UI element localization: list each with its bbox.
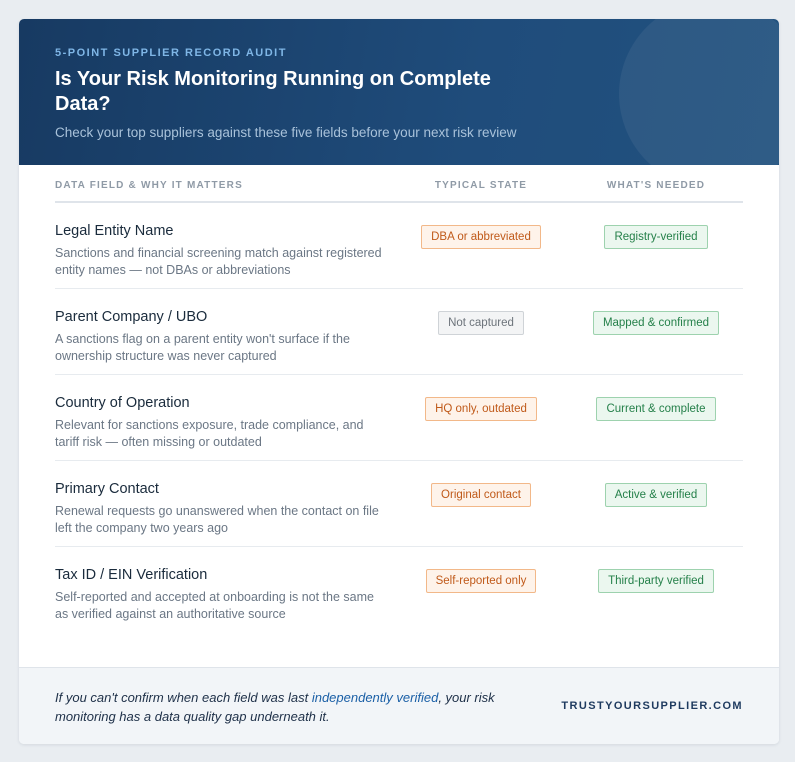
- table-row: [55, 547, 743, 633]
- field-description: Relevant for sanctions exposure, trade compliance, and tariff risk — often missing or outdated: [55, 418, 364, 449]
- typical-state-badge: Self-reported only: [426, 569, 537, 593]
- typical-state-badge: Not captured: [438, 311, 524, 335]
- table-row: [55, 289, 743, 375]
- header-banner: [19, 19, 779, 165]
- needed-state-badge: Registry-verified: [604, 225, 707, 249]
- column-header-needed: WHAT'S NEEDED: [606, 180, 706, 191]
- field-description: Sanctions and financial screening match against registered entity names — not DBAs or abbreviations: [55, 246, 382, 277]
- needed-state-badge: Current & complete: [596, 397, 715, 421]
- footer-note-lead: If you can't confirm when each field was last: [55, 690, 312, 705]
- footer-note-tail: , your risk monitoring has a data quality gap underneath it.: [55, 690, 495, 724]
- table-row: [55, 461, 743, 547]
- page-subtitle: Check your top suppliers against these five fields before your next risk review: [55, 125, 517, 140]
- table-row: [55, 203, 743, 289]
- typical-state-badge: Original contact: [431, 483, 531, 507]
- column-header-field: DATA FIELD & WHY IT MATTERS: [55, 180, 243, 191]
- needed-state-badge: Third-party verified: [598, 569, 714, 593]
- decorative-circle: [619, 19, 779, 165]
- typical-state-badge: DBA or abbreviated: [421, 225, 541, 249]
- needed-state-badge: Mapped & confirmed: [593, 311, 719, 335]
- field-name: Tax ID / EIN Verification: [55, 567, 208, 583]
- field-description: Self-reported and accepted at onboarding is not the same as verified against an authoritative source: [55, 590, 374, 621]
- footer-note-emphasis: independently verified: [311, 690, 439, 705]
- brand-url[interactable]: TRUSTYOURSUPPLIER.COM: [561, 700, 743, 712]
- page-title: Is Your Risk Monitoring Running on Complete Data?: [55, 68, 491, 115]
- audit-card: [19, 19, 779, 744]
- footer-note: [55, 688, 555, 726]
- typical-state-badge: HQ only, outdated: [425, 397, 537, 421]
- field-name: Primary Contact: [55, 481, 159, 497]
- footer-bar: [19, 667, 779, 744]
- field-description: A sanctions flag on a parent entity won't surface if the ownership structure was never captured: [55, 332, 350, 363]
- needed-state-badge: Active & verified: [605, 483, 707, 507]
- field-name: Legal Entity Name: [55, 223, 174, 239]
- eyebrow-label: 5-POINT SUPPLIER RECORD AUDIT: [55, 47, 287, 59]
- field-description: Renewal requests go unanswered when the contact on file left the company two years ago: [55, 504, 379, 535]
- column-header-typical: TYPICAL STATE: [434, 180, 528, 191]
- audit-table: [55, 203, 743, 633]
- table-row: [55, 375, 743, 461]
- field-name: Parent Company / UBO: [55, 309, 208, 325]
- field-name: Country of Operation: [55, 395, 190, 411]
